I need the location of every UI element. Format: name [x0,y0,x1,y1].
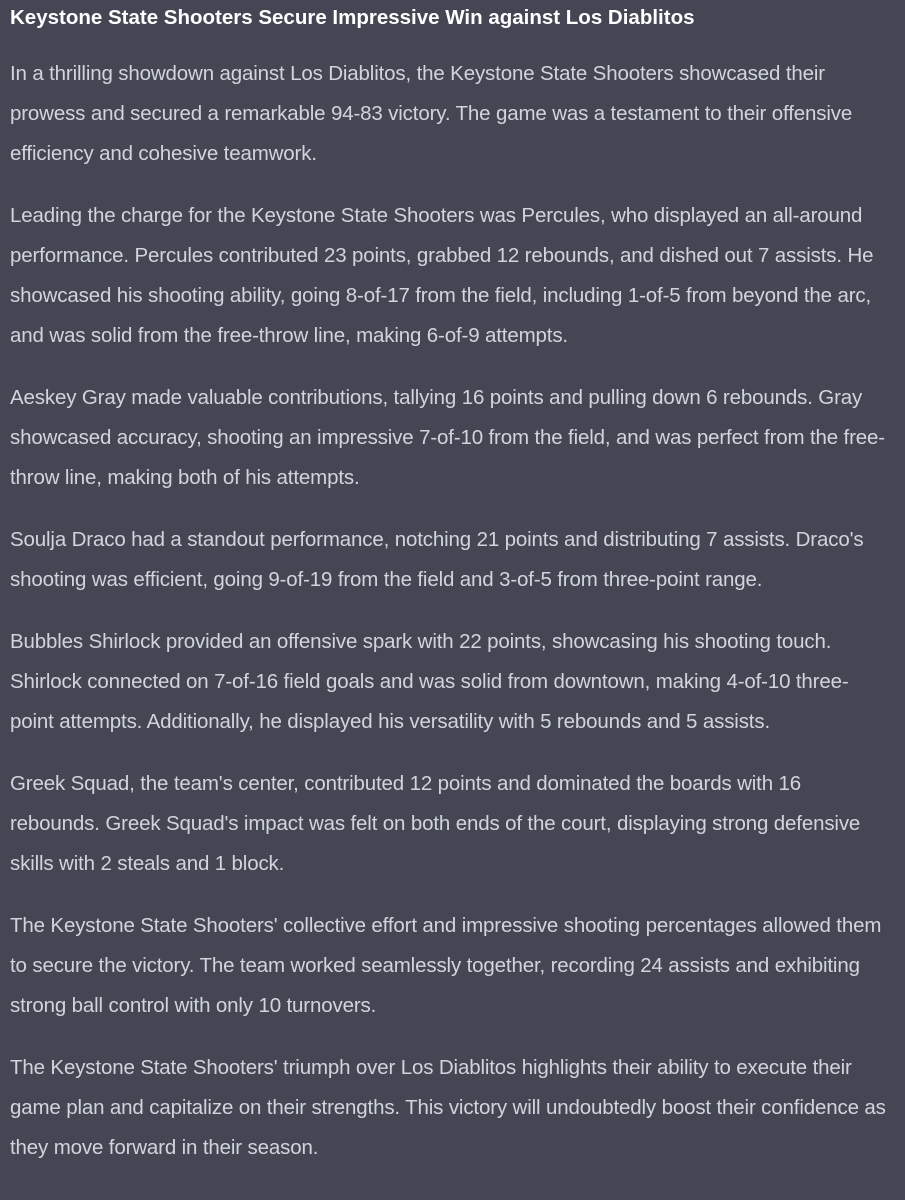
paragraph-soulja-draco: Soulja Draco had a standout performance, notching 21 points and distributing 7 assists. Draco's shooting was efficient, going 9-of-19 from the field and 3-of-5 from three-point range. [10,528,864,591]
paragraph-intro: In a thrilling showdown against Los Diablitos, the Keystone State Shooters showcased their prowess and secured a remarkable 94-83 victory. The game was a testament to their offensive efficiency and cohesive teamwork. [10,62,853,165]
paragraph-percules: Leading the charge for the Keystone State Shooters was Percules, who displayed an all-around performance. Percules contributed 23 points, grabbed 12 rebounds, and dished out 7 assists. He showcased his shooting ability, going 8-of-17 from the field, including 1-of-5 from beyond the arc, and was solid from the free-throw line, making 6-of-9 attempts. [10,204,874,347]
paragraph-conclusion: The Keystone State Shooters' triumph over Los Diablitos highlights their ability to execute their game plan and capitalize on their strengths. This victory will undoubtedly boost their confidence as they move forward in their season. [10,1056,886,1159]
paragraph-team-effort: The Keystone State Shooters' collective effort and impressive shooting percentages allowed them to secure the victory. The team worked seamlessly together, recording 24 assists and exhibiting strong ball control with only 10 turnovers. [10,914,882,1017]
paragraph-aeskey-gray: Aeskey Gray made valuable contributions, tallying 16 points and pulling down 6 rebounds. Gray showcased accuracy, shooting an impressive 7-of-10 from the field, and was perfect from the free-throw line, making both of his attempts. [10,386,885,489]
article-title: Keystone State Shooters Secure Impressive Win against Los Diablitos [10,6,695,29]
paragraph-greek-squad: Greek Squad, the team's center, contributed 12 points and dominated the boards with 16 rebounds. Greek Squad's impact was felt on both ends of the court, displaying strong defensive skills with 2 steals and 1 block. [10,772,861,875]
paragraph-bubbles-shirlock: Bubbles Shirlock provided an offensive spark with 22 points, showcasing his shooting touch. Shirlock connected on 7-of-16 field goals and was solid from downtown, making 4-of-10 three-point attempts. Additionally, he displayed his versatility with 5 rebounds and 5 assists. [10,630,849,733]
